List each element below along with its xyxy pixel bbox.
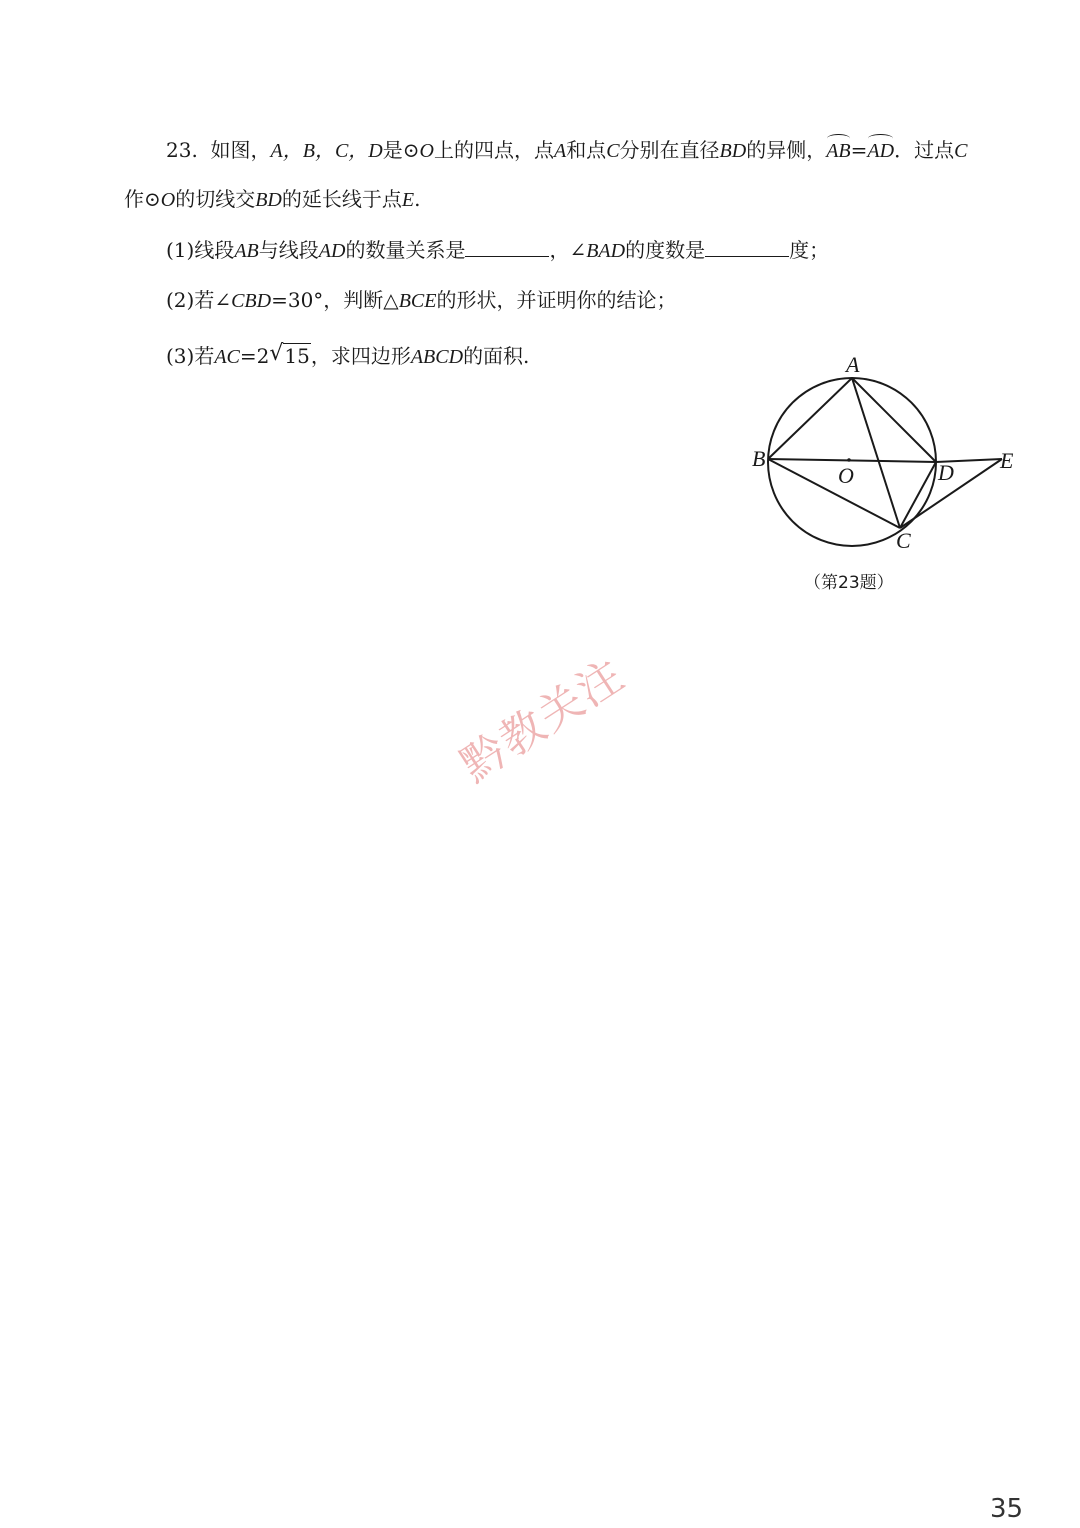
text: 和点	[566, 138, 607, 162]
segment-bd: BD	[255, 189, 282, 211]
text: ，求四边形	[310, 344, 411, 368]
text: =30°，判断△	[271, 288, 399, 312]
segment-ac: AC	[214, 346, 240, 368]
point-list: A，B，C，D	[270, 140, 383, 162]
text: =2	[239, 344, 270, 368]
text: 是⊙	[382, 138, 420, 162]
segment-cd	[900, 462, 936, 528]
equals-sign: =	[850, 138, 868, 162]
text: 度；	[789, 238, 830, 262]
text: 作⊙	[124, 187, 161, 211]
geometry-figure	[740, 350, 1040, 560]
question-3	[166, 342, 529, 371]
text: 如图，	[210, 138, 271, 162]
point-c: C	[606, 140, 620, 162]
text: (2)若∠	[166, 288, 232, 312]
label-a: A	[846, 352, 860, 377]
segment-ac	[852, 378, 900, 528]
point-a: A	[553, 140, 567, 162]
answer-blank-1[interactable]	[465, 238, 549, 257]
point-e: E	[401, 189, 415, 211]
triangle-bce: BCE	[398, 290, 437, 312]
text: 与线段	[258, 238, 319, 262]
arc-ab: AB	[826, 137, 850, 165]
label-o: O	[838, 463, 854, 488]
problem-number: 23	[166, 138, 192, 162]
segment-ab: AB	[234, 240, 259, 262]
text: ，∠	[549, 238, 587, 262]
text: 的面积.	[463, 344, 530, 368]
text: 的数量关系是	[345, 238, 466, 262]
segment-ad: AD	[318, 240, 346, 262]
square-root	[269, 342, 310, 370]
question-1	[166, 236, 829, 265]
watermark-text: 黔教关注	[451, 649, 635, 792]
text: 的度数是	[625, 238, 706, 262]
page-number: 35	[990, 1494, 1024, 1524]
problem-intro-line-1: 23. 如图，A，B，C，D是⊙O上的四点，点A和点C分别在直径BD的异侧，AB=AD．过点C	[166, 136, 967, 165]
angle-cbd: CBD	[231, 290, 272, 312]
label-b: B	[752, 446, 766, 471]
arc-ad: AD	[867, 137, 894, 165]
text: ．过点	[894, 138, 955, 162]
text: 的异侧，	[746, 138, 827, 162]
text: .	[414, 187, 421, 211]
question-2	[166, 286, 676, 315]
label-c: C	[896, 528, 911, 553]
text: 分别在直径	[619, 138, 720, 162]
text: 的形状，并证明你的结论；	[436, 288, 677, 312]
center-dot	[847, 458, 851, 462]
label-e: E	[1000, 448, 1014, 473]
text: 的延长线于点	[281, 187, 402, 211]
angle-bad: BAD	[586, 240, 626, 262]
problem-intro-line-2	[124, 185, 420, 214]
text: (1)线段	[166, 238, 235, 262]
point-c: C	[954, 140, 968, 162]
circle-center-label: O	[419, 140, 434, 162]
quadrilateral-abcd: ABCD	[410, 346, 464, 368]
text: 的切线交	[175, 187, 256, 211]
segment-bd	[768, 459, 936, 462]
text: (3)若	[166, 344, 215, 368]
text: 上的四点，点	[433, 138, 554, 162]
circle-center-label: O	[160, 189, 176, 211]
figure-caption: （第23题）	[804, 573, 894, 593]
diameter-bd: BD	[719, 140, 747, 162]
radicand: 15	[284, 344, 310, 368]
label-d: D	[938, 460, 954, 485]
answer-blank-2[interactable]	[705, 238, 789, 257]
